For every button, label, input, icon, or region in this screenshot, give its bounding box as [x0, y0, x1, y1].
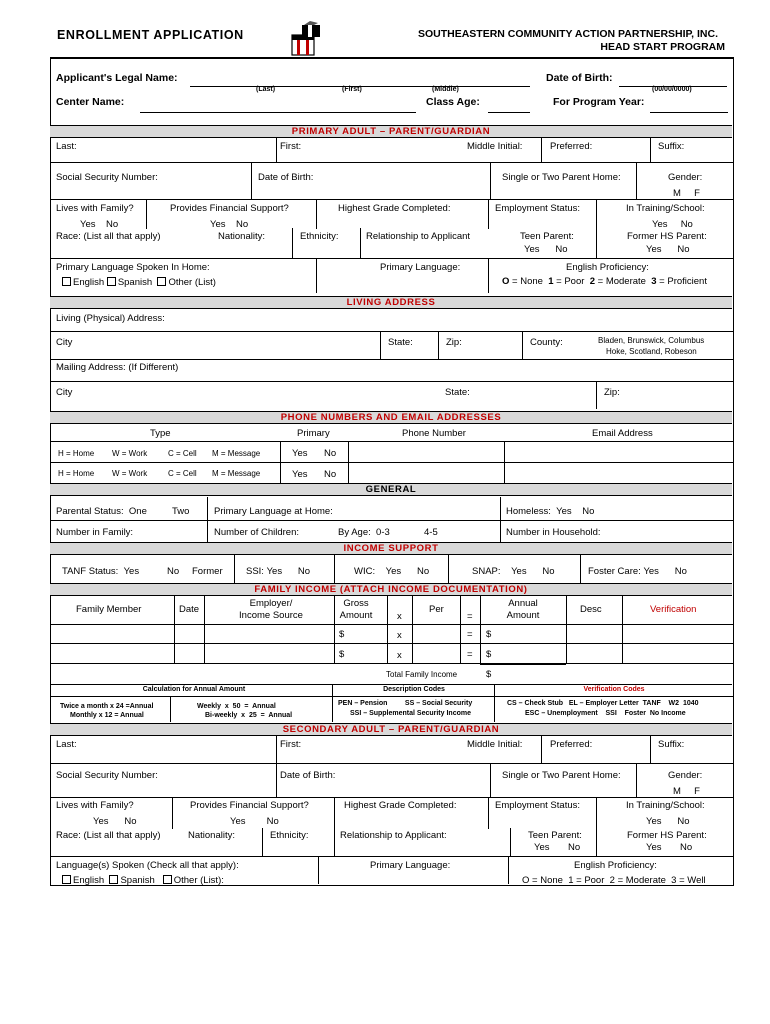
- pa-support-options[interactable]: Yes No: [210, 219, 249, 230]
- last-hint: (Last): [256, 86, 276, 93]
- sa-teen-parent: Teen Parent:: [528, 830, 582, 841]
- col-family-member: Family Member: [76, 604, 142, 615]
- income-support-heading: INCOME SUPPORT: [50, 542, 732, 555]
- pa-last[interactable]: Last:: [56, 141, 77, 152]
- pa-single-two[interactable]: Single or Two Parent Home:: [502, 172, 621, 183]
- pa-training-options[interactable]: Yes No: [652, 219, 693, 230]
- county-list-1: Bladen, Brunswick, Columbus: [598, 336, 705, 345]
- pa-preferred[interactable]: Preferred:: [550, 141, 593, 152]
- col-date: Date: [179, 604, 200, 615]
- pa-teen-parent: Teen Parent:: [520, 231, 574, 242]
- calc-b2: Bi-weekly x 25 = Annual: [205, 712, 293, 719]
- sa-last[interactable]: Last:: [56, 739, 77, 750]
- children-by-age[interactable]: By Age: 0-3: [338, 527, 390, 538]
- pa-primary-lang-home: Primary Language Spoken In Home:: [56, 262, 210, 273]
- sa-gender-options[interactable]: M F: [673, 786, 700, 797]
- pa-gender-options[interactable]: M F: [673, 188, 700, 199]
- sa-ethnicity[interactable]: Ethnicity:: [270, 830, 309, 841]
- program-name: HEAD START PROGRAM: [600, 41, 725, 53]
- tanf-no[interactable]: No: [167, 566, 180, 577]
- checkbox-icon: [163, 875, 172, 884]
- number-in-household[interactable]: Number in Household:: [506, 527, 601, 538]
- col-desc: Desc: [580, 604, 602, 615]
- tanf-status[interactable]: TANF Status: Yes: [62, 566, 140, 577]
- sa-ssn[interactable]: Social Security Number:: [56, 770, 158, 781]
- center-label: Center Name:: [56, 96, 125, 108]
- sa-first[interactable]: First:: [280, 739, 302, 750]
- pa-gender: Gender:: [668, 172, 703, 183]
- col-annual: Annual Amount: [506, 598, 540, 621]
- pa-lives-options[interactable]: Yes No: [80, 219, 119, 230]
- desc-title: Description Codes: [383, 686, 445, 693]
- class-age-label: Class Age:: [426, 96, 480, 108]
- pa-race[interactable]: Race: (List all that apply): [56, 231, 161, 242]
- checkbox-icon: [62, 277, 71, 286]
- pa-employment[interactable]: Employment Status:: [495, 203, 581, 214]
- family-income-heading: FAMILY INCOME (ATTACH INCOME DOCUMENTATION): [50, 583, 732, 596]
- sa-training: In Training/School:: [626, 800, 705, 811]
- pa-provides-support: Provides Financial Support?: [170, 203, 289, 214]
- sa-teen-options[interactable]: Yes No: [534, 842, 581, 853]
- pa-ethnicity[interactable]: Ethnicity:: [300, 231, 339, 242]
- ver-2: ESC – Unemployment SSI Foster No Income: [525, 710, 686, 717]
- col-equals: =: [467, 611, 473, 622]
- sa-middle[interactable]: Middle Initial:: [467, 739, 523, 750]
- pa-nationality[interactable]: Nationality:: [218, 231, 265, 242]
- sa-suffix[interactable]: Suffix:: [658, 739, 685, 750]
- desc-2: SSI – Supplemental Security Income: [350, 710, 471, 717]
- sa-prof-scale[interactable]: O = None 1 = Poor 2 = Moderate 3 = Well: [522, 875, 706, 886]
- pa-former-options[interactable]: Yes No: [646, 244, 690, 255]
- pa-prof-scale[interactable]: O = None 1 = Poor 2 = Moderate 3 = Proficient: [502, 276, 707, 287]
- sa-employment[interactable]: Employment Status:: [495, 800, 581, 811]
- pa-ssn[interactable]: Social Security Number:: [56, 172, 158, 183]
- calc-title: Calculation for Annual Amount: [142, 686, 246, 693]
- pa-suffix[interactable]: Suffix:: [658, 141, 685, 152]
- foster-care[interactable]: Foster Care: Yes No: [588, 566, 687, 577]
- pa-primary-language[interactable]: Primary Language:: [380, 262, 461, 273]
- city[interactable]: City: [56, 337, 73, 348]
- sa-languages: Language(s) Spoken (Check all that apply):: [56, 860, 239, 871]
- sa-lang-options[interactable]: English Spanish Other (List):: [62, 875, 224, 886]
- calc-a1: Twice a month x 24 =Annual: [60, 703, 154, 710]
- program-year-label: For Program Year:: [553, 96, 645, 108]
- wic[interactable]: WIC: Yes No: [354, 566, 430, 577]
- sa-preferred[interactable]: Preferred:: [550, 739, 593, 750]
- secondary-adult-heading: SECONDARY ADULT – PARENT/GUARDIAN: [50, 723, 732, 736]
- pa-first[interactable]: First:: [280, 141, 302, 152]
- sa-training-options[interactable]: Yes No: [646, 816, 690, 827]
- gift-box-logo-icon: [288, 21, 326, 57]
- parental-two[interactable]: Two: [172, 506, 190, 517]
- sa-gender: Gender:: [668, 770, 703, 781]
- col-type: Type: [150, 428, 171, 439]
- pa-former-hs: Former HS Parent:: [627, 231, 707, 242]
- primary-adult-heading: PRIMARY ADULT – PARENT/GUARDIAN: [50, 125, 732, 138]
- checkbox-icon: [62, 875, 71, 884]
- col-employer: Employer/ Income Source: [239, 598, 303, 621]
- ver-1: CS – Check Stub EL – Employer Letter TANF W2 1040: [507, 700, 699, 707]
- number-in-family[interactable]: Number in Family:: [56, 527, 134, 538]
- calc-b1: Weekly x 50 = Annual: [197, 703, 276, 710]
- phone-heading: PHONE NUMBERS AND EMAIL ADDRESSES: [50, 411, 732, 424]
- mailing-address[interactable]: Mailing Address: (If Different): [56, 362, 179, 373]
- col-x: x: [397, 611, 402, 622]
- tanf-former[interactable]: Former: [192, 566, 223, 577]
- sa-english-prof: English Proficiency:: [574, 860, 657, 871]
- snap[interactable]: SNAP: Yes No: [472, 566, 555, 577]
- zip[interactable]: Zip:: [446, 337, 462, 348]
- sa-single-two[interactable]: Single or Two Parent Home:: [502, 770, 621, 781]
- pa-lives-with: Lives with Family?: [56, 203, 134, 214]
- pa-lang-options[interactable]: English Spanish Other (List): [62, 277, 216, 288]
- checkbox-icon: [157, 277, 166, 286]
- org-name: SOUTHEASTERN COMMUNITY ACTION PARTNERSHIP, INC.: [417, 28, 719, 40]
- mailing-state[interactable]: State:: [445, 387, 470, 398]
- ver-title: Verification Codes: [583, 686, 645, 693]
- number-of-children[interactable]: Number of Children:: [214, 527, 300, 538]
- pa-middle[interactable]: Middle Initial:: [467, 141, 523, 152]
- sa-support-options[interactable]: Yes No: [230, 816, 279, 827]
- class-age-field[interactable]: [488, 112, 530, 113]
- col-verification: Verification: [650, 604, 697, 615]
- sa-primary-language[interactable]: Primary Language:: [370, 860, 451, 871]
- col-email: Email Address: [592, 428, 653, 439]
- sa-former-hs: Former HS Parent:: [627, 830, 707, 841]
- parental-status[interactable]: Parental Status: One: [56, 506, 147, 517]
- pa-relationship[interactable]: Relationship to Applicant: [366, 231, 471, 242]
- pa-dob[interactable]: Date of Birth:: [258, 172, 314, 183]
- program-year-field[interactable]: [650, 112, 728, 113]
- center-field[interactable]: [140, 112, 416, 113]
- sa-race[interactable]: Race: (List all that apply): [56, 830, 161, 841]
- age-4-5[interactable]: 4-5: [424, 527, 438, 538]
- sa-former-options[interactable]: Yes No: [646, 842, 693, 853]
- county[interactable]: County:: [530, 337, 563, 348]
- homeless[interactable]: Homeless: Yes No: [506, 506, 595, 517]
- pa-english-prof: English Proficiency:: [566, 262, 649, 273]
- sa-provides-support: Provides Financial Support?: [190, 800, 309, 811]
- col-per: Per: [429, 604, 444, 615]
- mailing-zip[interactable]: Zip:: [604, 387, 620, 398]
- form-title: ENROLLMENT APPLICATION: [57, 28, 244, 42]
- sa-highest-grade[interactable]: Highest Grade Completed:: [344, 800, 457, 811]
- county-list-2: Hoke, Scotland, Robeson: [606, 347, 697, 356]
- col-phone-number: Phone Number: [402, 428, 466, 439]
- dob-label: Date of Birth:: [546, 72, 613, 84]
- total-income-field[interactable]: $: [486, 669, 492, 680]
- col-primary: Primary: [297, 428, 330, 439]
- legal-name-label: Applicant's Legal Name:: [56, 72, 178, 84]
- living-address-heading: LIVING ADDRESS: [50, 296, 732, 309]
- pa-teen-options[interactable]: Yes No: [524, 244, 568, 255]
- general-heading: GENERAL: [50, 483, 732, 496]
- ssi[interactable]: SSI: Yes No: [246, 566, 311, 577]
- middle-hint: (Middle): [432, 86, 459, 93]
- sa-relationship[interactable]: Relationship to Applicant:: [340, 830, 447, 841]
- pa-training: In Training/School:: [626, 203, 705, 214]
- sa-lives-with: Lives with Family?: [56, 800, 134, 811]
- sa-nationality[interactable]: Nationality:: [188, 830, 235, 841]
- total-income-label: Total Family Income: [386, 670, 458, 679]
- mailing-city[interactable]: City: [56, 387, 73, 398]
- first-hint: (First): [342, 86, 362, 93]
- sa-dob[interactable]: Date of Birth:: [280, 770, 336, 781]
- pa-highest-grade[interactable]: Highest Grade Completed:: [338, 203, 451, 214]
- checkbox-icon: [109, 875, 118, 884]
- col-gross: Gross Amount: [339, 598, 373, 621]
- calc-a2: Monthly x 12 = Annual: [70, 712, 144, 719]
- physical-address[interactable]: Living (Physical) Address:: [56, 313, 165, 324]
- primary-lang-home[interactable]: Primary Language at Home:: [214, 506, 333, 517]
- checkbox-icon: [107, 277, 116, 286]
- dob-hint: (00/00/0000): [652, 86, 692, 93]
- desc-1: PEN – Pension SS – Social Security: [338, 700, 473, 707]
- sa-lives-options[interactable]: Yes No: [93, 816, 137, 827]
- state[interactable]: State:: [388, 337, 413, 348]
